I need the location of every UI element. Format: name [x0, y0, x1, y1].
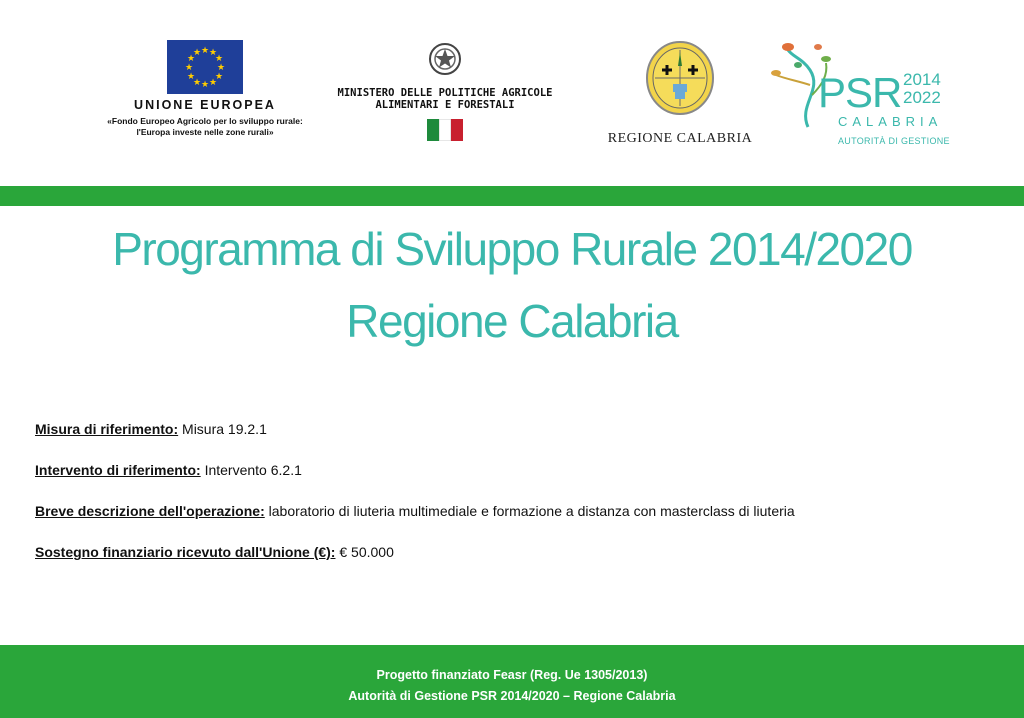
svg-text:★: ★ [186, 72, 196, 82]
info-intervento [35, 462, 302, 478]
main-title-line1: Programma di Sviluppo Rurale 2014/2020 [112, 223, 912, 275]
regione-name: REGIONE CALABRIA [607, 131, 753, 146]
svg-text:★: ★ [208, 78, 218, 88]
info-label: Sostegno finanziario ricevuto dall'Unione (€): [35, 544, 336, 560]
info-label: Misura di riferimento: [35, 421, 179, 437]
ministero-line2: ALIMENTARI E FORESTALI [375, 99, 515, 111]
eu-logo [80, 40, 330, 138]
eu-flag-icon [167, 40, 243, 94]
info-value: Intervento 6.2.1 [204, 462, 302, 478]
psr-year-start: 2014 [903, 70, 941, 89]
info-value: € 50.000 [339, 544, 394, 560]
svg-text:★: ★ [200, 46, 210, 56]
regione-logo [590, 40, 770, 147]
info-label: Breve descrizione dell'operazione: [35, 503, 265, 519]
svg-text:★: ★ [200, 80, 210, 90]
footer-line2: Autorità di Gestione PSR 2014/2020 – Regione Calabria [348, 689, 676, 703]
info-misura [35, 421, 267, 437]
ministero-logo [300, 40, 590, 146]
eu-name: UNIONE EUROPEA [134, 98, 276, 112]
svg-text:★: ★ [186, 54, 196, 64]
italian-emblem-icon [428, 40, 462, 78]
psr-years [903, 71, 941, 107]
psr-year-end: 2022 [903, 88, 941, 107]
psr-logo [768, 35, 968, 155]
ministero-name [300, 87, 590, 111]
svg-text:★: ★ [192, 48, 202, 58]
regione-calabria-crest-icon [644, 40, 716, 116]
eu-slogan-line1: «Fondo Europeo Agricolo per lo sviluppo rurale: [107, 116, 303, 126]
eu-slogan [80, 116, 330, 138]
svg-text:★: ★ [214, 54, 224, 64]
info-value: Misura 19.2.1 [182, 421, 267, 437]
ministero-line1: MINISTERO DELLE POLITICHE AGRICOLE [337, 87, 553, 99]
header-divider-band [0, 186, 1024, 206]
info-descrizione [35, 503, 795, 519]
info-value: laboratorio di liuteria multimediale e formazione a distanza con masterclass di liuteria [268, 503, 795, 519]
italy-flag-icon [427, 119, 463, 141]
eu-slogan-line2: l'Europa investe nelle zone rurali» [136, 127, 274, 137]
svg-text:★: ★ [184, 63, 194, 73]
info-label: Intervento di riferimento: [35, 462, 201, 478]
psr-region: CALABRIA [838, 114, 943, 129]
svg-text:★: ★ [216, 63, 226, 73]
svg-text:★: ★ [208, 48, 218, 58]
main-title-line2: Regione Calabria [346, 295, 678, 347]
psr-authority: AUTORITÀ DI GESTIONE [838, 136, 950, 146]
info-sostegno [35, 544, 394, 560]
svg-text:★: ★ [192, 78, 202, 88]
svg-text:★: ★ [214, 72, 224, 82]
psr-word: PSR [818, 69, 902, 116]
footer-line1: Progetto finanziato Feasr (Reg. Ue 1305/2013) [376, 668, 648, 682]
